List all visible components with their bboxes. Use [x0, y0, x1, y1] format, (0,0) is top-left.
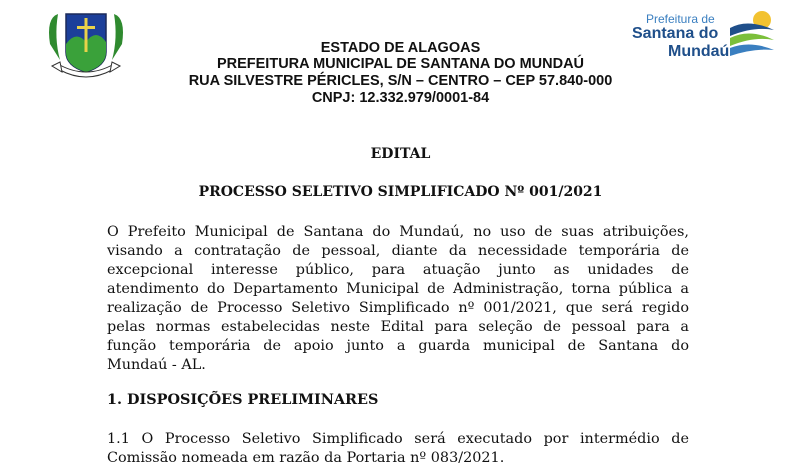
paragraph-line: realização de Processo Seletivo Simplificado nº 001/2021, que será regido [107, 300, 689, 316]
document-title: EDITAL [370, 146, 431, 162]
header-prefeitura: PREFEITURA MUNICIPAL DE SANTANA DO MUNDAÚ [216, 56, 585, 72]
paragraph-line: Mundaú - AL. [107, 357, 206, 373]
paragraph-line: função temporária de apoio junto a guarda municipal de Santana do [107, 338, 689, 354]
header-cnpj: CNPJ: 12.332.979/0001-84 [311, 90, 490, 106]
paragraph-line: 1.1 O Processo Seletivo Simplificado será executado por intermédio de [107, 431, 689, 447]
document-subtitle: PROCESSO SELETIVO SIMPLIFICADO Nº 001/2021 [198, 184, 603, 200]
paragraph-line: O Prefeito Municipal de Santana do Mundaú, no uso de suas atribuições, [107, 224, 689, 240]
paragraph-line: Comissão nomeada em razão da Portaria nº 083/2021. [107, 450, 505, 466]
paragraph-line: excepcional interesse público, para atuação junto as unidades de [107, 262, 689, 278]
paragraph-line: visando a contratação de pessoal, diante da necessidade temporária de [107, 243, 689, 259]
logo-text-line1: Prefeitura de [646, 12, 715, 26]
paragraph-line: atendimento do Departamento Municipal de Administração, torna pública a [107, 281, 689, 297]
header-state: ESTADO DE ALAGOAS [320, 40, 481, 56]
logo-text-line3: Mundaú [668, 43, 730, 60]
intro-paragraph [107, 223, 689, 375]
section-heading: 1. DISPOSIÇÕES PRELIMINARES [107, 391, 379, 408]
header-address: RUA SILVESTRE PÉRICLES, S/N – CENTRO – CEP 57.840-000 [188, 73, 613, 89]
logo-text-line2: Santana do [632, 25, 719, 42]
paragraph-line: pelas normas estabelecidas neste Edital para seleção de pessoal para a [107, 319, 689, 335]
section-paragraph [107, 430, 689, 468]
